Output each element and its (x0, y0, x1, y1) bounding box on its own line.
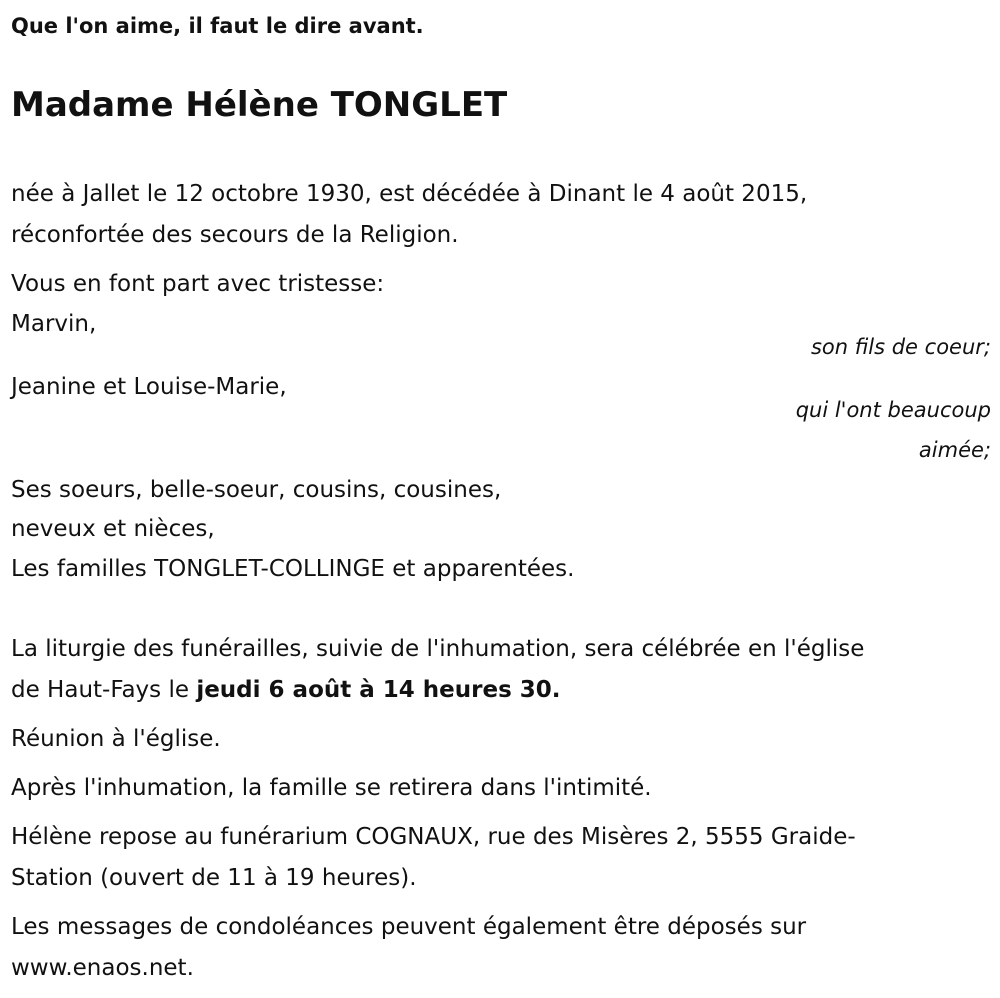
family-line-1: Ses soeurs, belle-soeur, cousins, cousines, (11, 477, 502, 503)
liturgy-line-2-prefix: de Haut-Fays le (11, 677, 197, 703)
mourner-relation-2b: aimée; (918, 438, 991, 462)
liturgy-line-1: La liturgie des funérailles, suivie de l'inhumation, sera célébrée en l'église (11, 636, 865, 662)
liturgy-line-2 (11, 676, 561, 704)
mourner-name-1: Marvin, (11, 311, 97, 337)
announce-intro: Vous en font part avec tristesse: (11, 271, 385, 297)
deceased-name: Madame Hélène TONGLET (11, 85, 508, 125)
condolences-line-1: Les messages de condoléances peuvent également être déposés sur (11, 914, 807, 940)
family-line-3: Les familles TONGLET-COLLINGE et apparentées. (11, 556, 575, 582)
birth-death-line-2: réconfortée des secours de la Religion. (11, 222, 459, 248)
funeral-home-line-1: Hélène repose au funérarium COGNAUX, rue des Misères 2, 5555 Graide- (11, 824, 856, 850)
after-burial-line: Après l'inhumation, la famille se retirera dans l'intimité. (11, 775, 652, 801)
funeral-home-line-2: Station (ouvert de 11 à 19 heures). (11, 865, 417, 891)
meeting-line: Réunion à l'église. (11, 726, 221, 752)
condolences-website: www.enaos.net. (11, 955, 194, 981)
birth-death-line-1: née à Jallet le 12 octobre 1930, est décédée à Dinant le 4 août 2015, (11, 181, 808, 207)
mourner-name-2: Jeanine et Louise-Marie, (11, 374, 287, 400)
liturgy-date-time: jeudi 6 août à 14 heures 30. (196, 677, 561, 703)
mourner-relation-2a: qui l'ont beaucoup (795, 398, 991, 422)
family-line-2: neveux et nièces, (11, 516, 215, 542)
motto: Que l'on aime, il faut le dire avant. (11, 14, 424, 38)
mourner-relation-1: son fils de coeur; (810, 335, 991, 359)
